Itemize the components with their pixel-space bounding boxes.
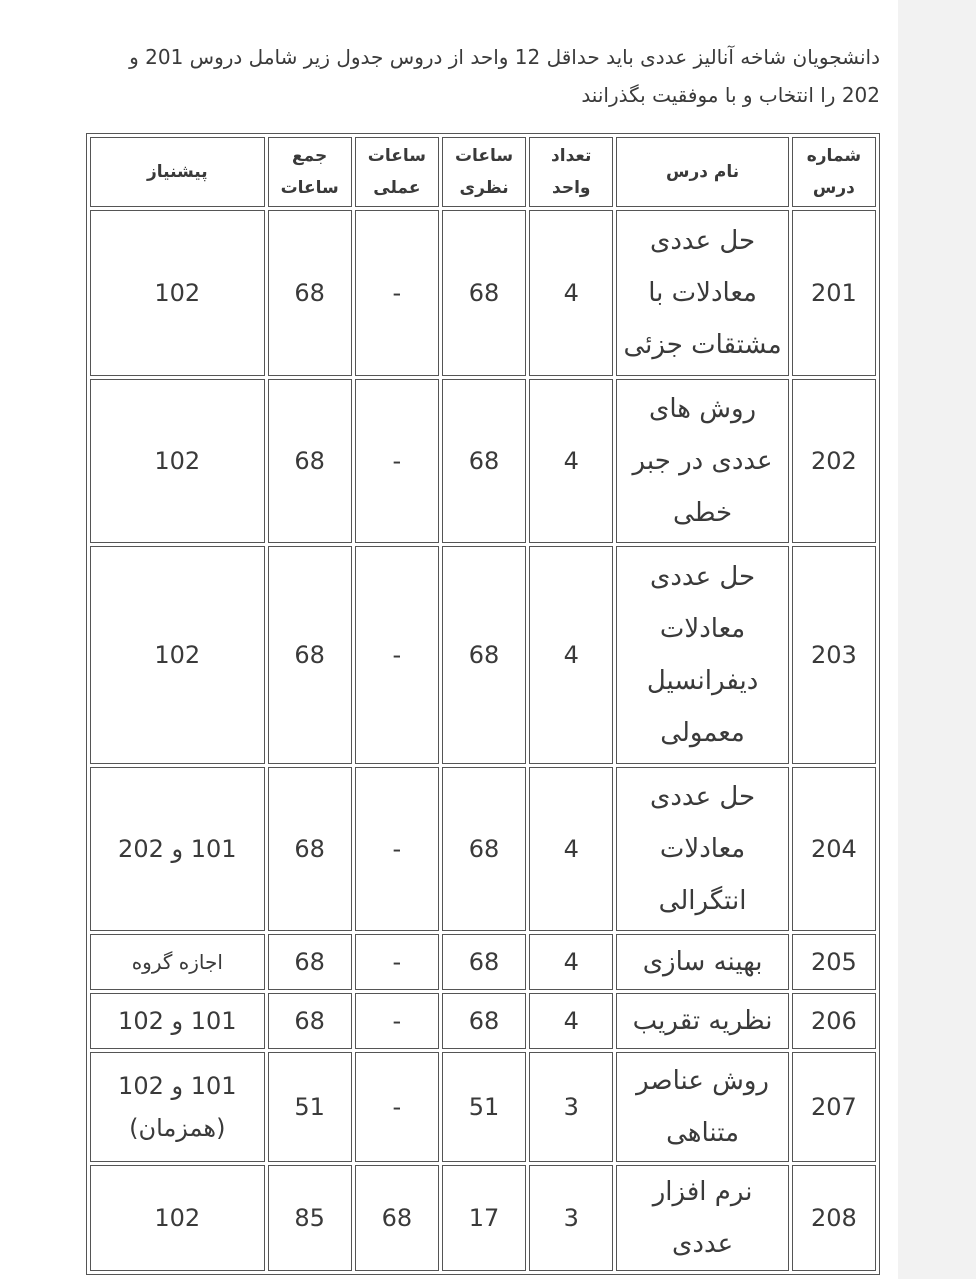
cell-units: 4 — [529, 993, 613, 1049]
cell-name: روش های عددی در جبر خطی — [616, 379, 788, 543]
cell-prereq: 102 — [90, 210, 265, 376]
cell-theory: 68 — [442, 379, 526, 543]
cell-units: 3 — [529, 1165, 613, 1271]
header-theory: ساعات نظری — [442, 137, 526, 207]
cell-total: 68 — [268, 934, 352, 990]
cell-units: 4 — [529, 210, 613, 376]
header-units: تعداد واحد — [529, 137, 613, 207]
cell-number: 201 — [792, 210, 876, 376]
cell-units: 4 — [529, 546, 613, 764]
table-header-row — [90, 137, 876, 207]
cell-total: 68 — [268, 210, 352, 376]
header-total: جمع ساعات — [268, 137, 352, 207]
cell-units: 4 — [529, 379, 613, 543]
cell-number: 207 — [792, 1052, 876, 1162]
cell-prereq: 101 و 102 — [90, 993, 265, 1049]
cell-theory: 68 — [442, 993, 526, 1049]
cell-theory: 68 — [442, 767, 526, 931]
cell-number: 206 — [792, 993, 876, 1049]
cell-number: 208 — [792, 1165, 876, 1271]
cell-practical: - — [355, 934, 439, 990]
cell-theory: 68 — [442, 934, 526, 990]
cell-theory: 51 — [442, 1052, 526, 1162]
header-name: نام درس — [616, 137, 788, 207]
table-row — [90, 767, 876, 931]
cell-theory: 68 — [442, 546, 526, 764]
cell-total: 85 — [268, 1165, 352, 1271]
cell-theory: 68 — [442, 210, 526, 376]
table-row — [90, 379, 876, 543]
cell-practical: - — [355, 767, 439, 931]
table-row — [90, 934, 876, 990]
header-practical: ساعات عملی — [355, 137, 439, 207]
courses-table — [86, 133, 880, 1275]
table-row — [90, 1052, 876, 1162]
table-row — [90, 210, 876, 376]
cell-number: 202 — [792, 379, 876, 543]
table-row — [90, 546, 876, 764]
intro-paragraph: دانشجویان شاخه آنالیز عددی باید حداقل 12 واحد از دروس جدول زیر شامل دروس 201 و 202 را انتخاب و با موفقیت بگذرانند — [129, 45, 880, 107]
cell-name: حل عددی معادلات با مشتقات جزئی — [616, 210, 788, 376]
table-row — [90, 1165, 876, 1271]
cell-name: روش عناصر متناهی — [616, 1052, 788, 1162]
cell-units: 4 — [529, 767, 613, 931]
cell-practical: - — [355, 379, 439, 543]
cell-total: 51 — [268, 1052, 352, 1162]
cell-prereq: 102 — [90, 1165, 265, 1271]
header-number: شماره درس — [792, 137, 876, 207]
cell-total: 68 — [268, 993, 352, 1049]
cell-number: 203 — [792, 546, 876, 764]
cell-number: 204 — [792, 767, 876, 931]
table-row — [90, 993, 876, 1049]
cell-name: بهینه سازی — [616, 934, 788, 990]
cell-units: 4 — [529, 934, 613, 990]
cell-prereq: 101 و 202 — [90, 767, 265, 931]
cell-total: 68 — [268, 379, 352, 543]
cell-prereq: 101 و 102 (همزمان) — [90, 1052, 265, 1162]
cell-units: 3 — [529, 1052, 613, 1162]
cell-practical: - — [355, 993, 439, 1049]
cell-number: 205 — [792, 934, 876, 990]
cell-total: 68 — [268, 546, 352, 764]
cell-name: نرم افزار عددی — [616, 1165, 788, 1271]
cell-name: نظریه تقریب — [616, 993, 788, 1049]
cell-practical: - — [355, 210, 439, 376]
cell-prereq: 102 — [90, 546, 265, 764]
cell-theory: 17 — [442, 1165, 526, 1271]
cell-practical: - — [355, 546, 439, 764]
header-prereq: پیشنیاز — [90, 137, 265, 207]
cell-prereq: 102 — [90, 379, 265, 543]
side-margin-strip — [898, 0, 976, 1279]
cell-total: 68 — [268, 767, 352, 931]
cell-practical: - — [355, 1052, 439, 1162]
cell-name: حل عددی معادلات دیفرانسیل معمولی — [616, 546, 788, 764]
cell-name: حل عددی معادلات انتگرالی — [616, 767, 788, 931]
cell-practical: 68 — [355, 1165, 439, 1271]
cell-prereq: اجازه گروه — [90, 934, 265, 990]
